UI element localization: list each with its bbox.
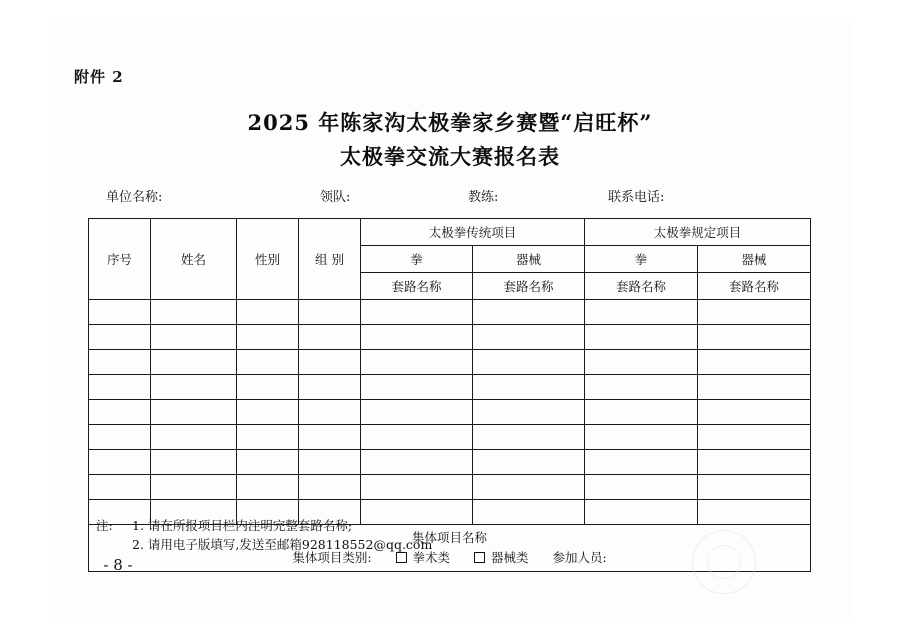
cell-seq[interactable] [89,475,151,500]
table-row[interactable] [89,425,811,450]
cell-trad-weapon[interactable] [473,475,585,500]
cell-trad-weapon[interactable] [473,350,585,375]
cell-std-fist[interactable] [585,400,698,425]
cell-std-weapon[interactable] [698,400,811,425]
group-event-type-label: 集体项目类别: [292,550,372,565]
cell-trad-fist[interactable] [361,400,473,425]
participants-label: 参加人员: [552,550,607,565]
page-number: - 8 - [103,556,133,574]
header-routine-standard-fist: 套路名称 [585,273,698,300]
option-weapon-label: 器械类 [490,550,529,565]
cell-seq[interactable] [89,325,151,350]
cell-trad-weapon[interactable] [473,450,585,475]
cell-name[interactable] [151,300,237,325]
cell-name[interactable] [151,475,237,500]
header-traditional-weapon: 器械 [473,246,585,273]
meta-fields [48,186,852,206]
cell-group[interactable] [299,375,361,400]
cell-trad-fist[interactable] [361,325,473,350]
watermark-seal [692,530,756,594]
title-line-2: 太极拳交流大赛报名表 [340,144,560,169]
header-group: 组 别 [299,219,361,300]
cell-group[interactable] [299,325,361,350]
cell-std-weapon[interactable] [698,475,811,500]
cell-std-weapon[interactable] [698,425,811,450]
cell-trad-weapon[interactable] [473,375,585,400]
cell-group[interactable] [299,425,361,450]
header-standard-weapon: 器械 [698,246,811,273]
cell-trad-fist[interactable] [361,425,473,450]
header-gender: 性别 [237,219,299,300]
cell-name[interactable] [151,400,237,425]
cell-name[interactable] [151,425,237,450]
cell-trad-weapon[interactable] [473,325,585,350]
cell-gender[interactable] [237,425,299,450]
cell-seq[interactable] [89,425,151,450]
cell-gender[interactable] [237,300,299,325]
cell-std-weapon[interactable] [698,325,811,350]
cell-seq[interactable] [89,350,151,375]
cell-trad-fist[interactable] [361,450,473,475]
cell-group[interactable] [299,300,361,325]
cell-trad-fist[interactable] [361,350,473,375]
cell-group[interactable] [299,475,361,500]
cell-seq[interactable] [89,300,151,325]
header-routine-traditional-fist: 套路名称 [361,273,473,300]
cell-std-fist[interactable] [585,325,698,350]
cell-trad-weapon[interactable] [473,300,585,325]
cell-group[interactable] [299,450,361,475]
cell-gender[interactable] [237,325,299,350]
cell-name[interactable] [151,325,237,350]
cell-trad-weapon[interactable] [473,400,585,425]
coach-label: 教练: [468,190,499,205]
document-title [48,106,852,174]
cell-std-fist[interactable] [585,425,698,450]
note-item: 2. 请用电子版填写,发送至邮箱928118552@qq.com [132,537,433,552]
table-header-row-1 [89,219,811,246]
cell-std-weapon[interactable] [698,300,811,325]
header-standard-events: 太极拳规定项目 [585,219,811,246]
cell-seq[interactable] [89,450,151,475]
cell-trad-weapon[interactable] [473,425,585,450]
cell-gender[interactable] [237,475,299,500]
cell-gender[interactable] [237,400,299,425]
header-traditional-fist: 拳 [361,246,473,273]
cell-trad-fist[interactable] [361,300,473,325]
header-seq: 序号 [89,219,151,300]
cell-trad-fist[interactable] [361,375,473,400]
unit-name-label: 单位名称: [106,190,163,205]
cell-std-weapon[interactable] [698,350,811,375]
cell-gender[interactable] [237,375,299,400]
cell-gender[interactable] [237,450,299,475]
note-item: 1. 请在所报项目栏内注明完整套路名称; [132,518,353,533]
cell-seq[interactable] [89,400,151,425]
table-row[interactable] [89,475,811,500]
title-line-1: 2025 年陈家沟太极拳家乡赛暨“启旺杯” [247,110,653,135]
cell-seq[interactable] [89,375,151,400]
cell-group[interactable] [299,400,361,425]
cell-name[interactable] [151,375,237,400]
table-row[interactable] [89,300,811,325]
cell-trad-fist[interactable] [361,475,473,500]
table-row[interactable] [89,400,811,425]
cell-name[interactable] [151,450,237,475]
table-row[interactable] [89,450,811,475]
table-row[interactable] [89,375,811,400]
paper-sheet [48,18,852,618]
option-fist-label: 拳术类 [412,550,451,565]
notes-block [96,516,796,554]
header-traditional-events: 太极拳传统项目 [361,219,585,246]
attachment-label: 附件 2 [74,68,124,86]
table-row[interactable] [89,325,811,350]
group-event-name-label: 集体项目名称 [412,530,488,545]
header-standard-fist: 拳 [585,246,698,273]
header-routine-traditional-weapon: 套路名称 [473,273,585,300]
cell-name[interactable] [151,350,237,375]
cell-std-fist[interactable] [585,350,698,375]
cell-gender[interactable] [237,350,299,375]
cell-std-weapon[interactable] [698,375,811,400]
cell-std-weapon[interactable] [698,450,811,475]
header-routine-standard-weapon: 套路名称 [698,273,811,300]
phone-label: 联系电话: [608,190,665,205]
cell-std-fist[interactable] [585,450,698,475]
leader-label: 领队: [320,190,351,205]
notes-label: 注: [96,518,113,533]
cell-std-fist[interactable] [585,375,698,400]
cell-group[interactable] [299,350,361,375]
header-name: 姓名 [151,219,237,300]
cell-std-fist[interactable] [585,475,698,500]
cell-std-fist[interactable] [585,300,698,325]
table-row[interactable] [89,350,811,375]
